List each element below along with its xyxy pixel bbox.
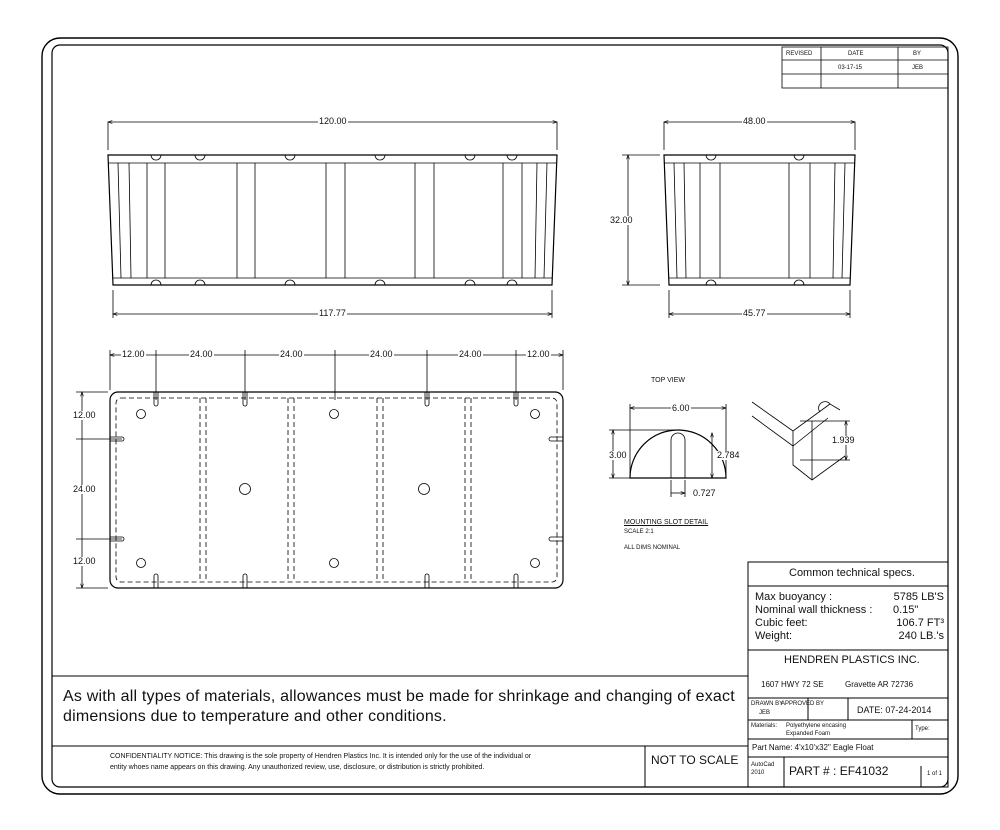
spec-volume-value: 106.7 FT³ [896,617,944,629]
slot-detail-scale: SCALE 2:1 [624,529,654,535]
top-view-label: TOP VIEW [651,377,685,384]
spec-buoyancy-label: Max buoyancy : [755,591,833,603]
materials-line-2: Expanded Foam [786,731,831,737]
dim-plan-left-3: 12.00 [73,556,96,566]
materials-line-1: Polyethylene encasing [786,723,847,729]
dim-plan-top-1: 12.00 [122,349,145,359]
dim-end-width-top: 48.00 [743,116,766,126]
part-name: Part Name: 4'x10'x32" Eagle Float [752,743,874,752]
slot-detail-title: MOUNTING SLOT DETAIL [624,519,709,526]
revision-header-revised: REVISED [786,51,813,57]
materials-label: Materials: [751,723,778,729]
dim-plan-left-1: 12.00 [73,410,96,420]
dim-plan-top-4: 24.00 [370,349,393,359]
dim-slot-depth: 2.784 [717,450,740,460]
dim-height: 32.00 [610,215,633,225]
general-note-line-1: As with all types of materials, allowances must be made for shrinkage and changing of exact [63,688,735,705]
general-note-line-2: dimensions due to temperature and other conditions. [63,708,447,725]
end-elevation-view [664,155,855,285]
sheet-number: 1 of 1 [927,771,943,777]
approved-by-label: APPROVED BY [781,701,825,707]
revision-by: JEB [912,65,924,71]
dim-side-length-top: 120.00 [319,116,347,126]
dim-slot-width: 6.00 [672,403,690,413]
plan-dimension-lines [76,350,563,588]
software-line-1: AutoCad [751,762,775,768]
dim-plan-left-2: 24.00 [73,484,96,494]
dim-slot-width-small: 0.727 [693,488,716,498]
end-dimension-lines [622,122,855,318]
side-elevation-view [108,155,557,285]
type-label: Type: [915,726,930,732]
drawing-date: DATE: 07-24-2014 [857,705,932,715]
drawn-by: JEB [759,710,771,716]
confidentiality-line-2: entity whoes name appears on this drawing. Any unauthorized review, use, disclosure, or distribution is strictly prohibited. [110,764,485,771]
spec-wall-value: 0.15" [893,604,919,616]
spec-volume-label: Cubic feet: [755,617,808,629]
dim-slot-iso: 1.939 [832,435,855,445]
dim-side-length-bottom: 117.77 [319,308,346,318]
dim-plan-top-3: 24.00 [280,349,303,359]
revision-date: 03-17-15 [838,65,863,71]
specs-title: Common technical specs. [789,567,915,579]
spec-weight-label: Weight: [755,630,793,642]
dim-end-width-bottom: 45.77 [743,308,766,318]
spec-weight-value: 240 LB.'s [898,630,944,642]
spec-wall-label: Nominal wall thickness : [755,604,873,616]
side-dimension-lines [108,122,557,318]
spec-buoyancy-value: 5785 LB'S [893,591,944,603]
dim-plan-top-5: 24.00 [459,349,482,359]
company-city: Gravette AR 72736 [845,680,914,689]
company-name: HENDREN PLASTICS INC. [784,654,920,666]
scale-note: NOT TO SCALE [651,753,739,767]
drawn-by-label: DRAWN BY [751,701,784,707]
dim-plan-top-2: 24.00 [190,349,213,359]
software-line-2: 2010 [751,770,765,776]
slot-detail-nominal: ALL DIMS NOMINAL [624,545,681,551]
confidentiality-line-1: CONFIDENTIALITY NOTICE: This drawing is the sole property of Hendren Plastics Inc. It is intended only for the use of the individual or [110,753,532,760]
company-address: 1607 HWY 72 SE [761,680,824,689]
revision-header-date: DATE [848,51,864,57]
dim-slot-height: 3.00 [609,450,627,460]
dim-plan-top-6: 12.00 [527,349,550,359]
revision-header-by: BY [913,51,922,57]
part-number: PART # : EF41032 [789,764,889,778]
plan-view [110,392,563,588]
